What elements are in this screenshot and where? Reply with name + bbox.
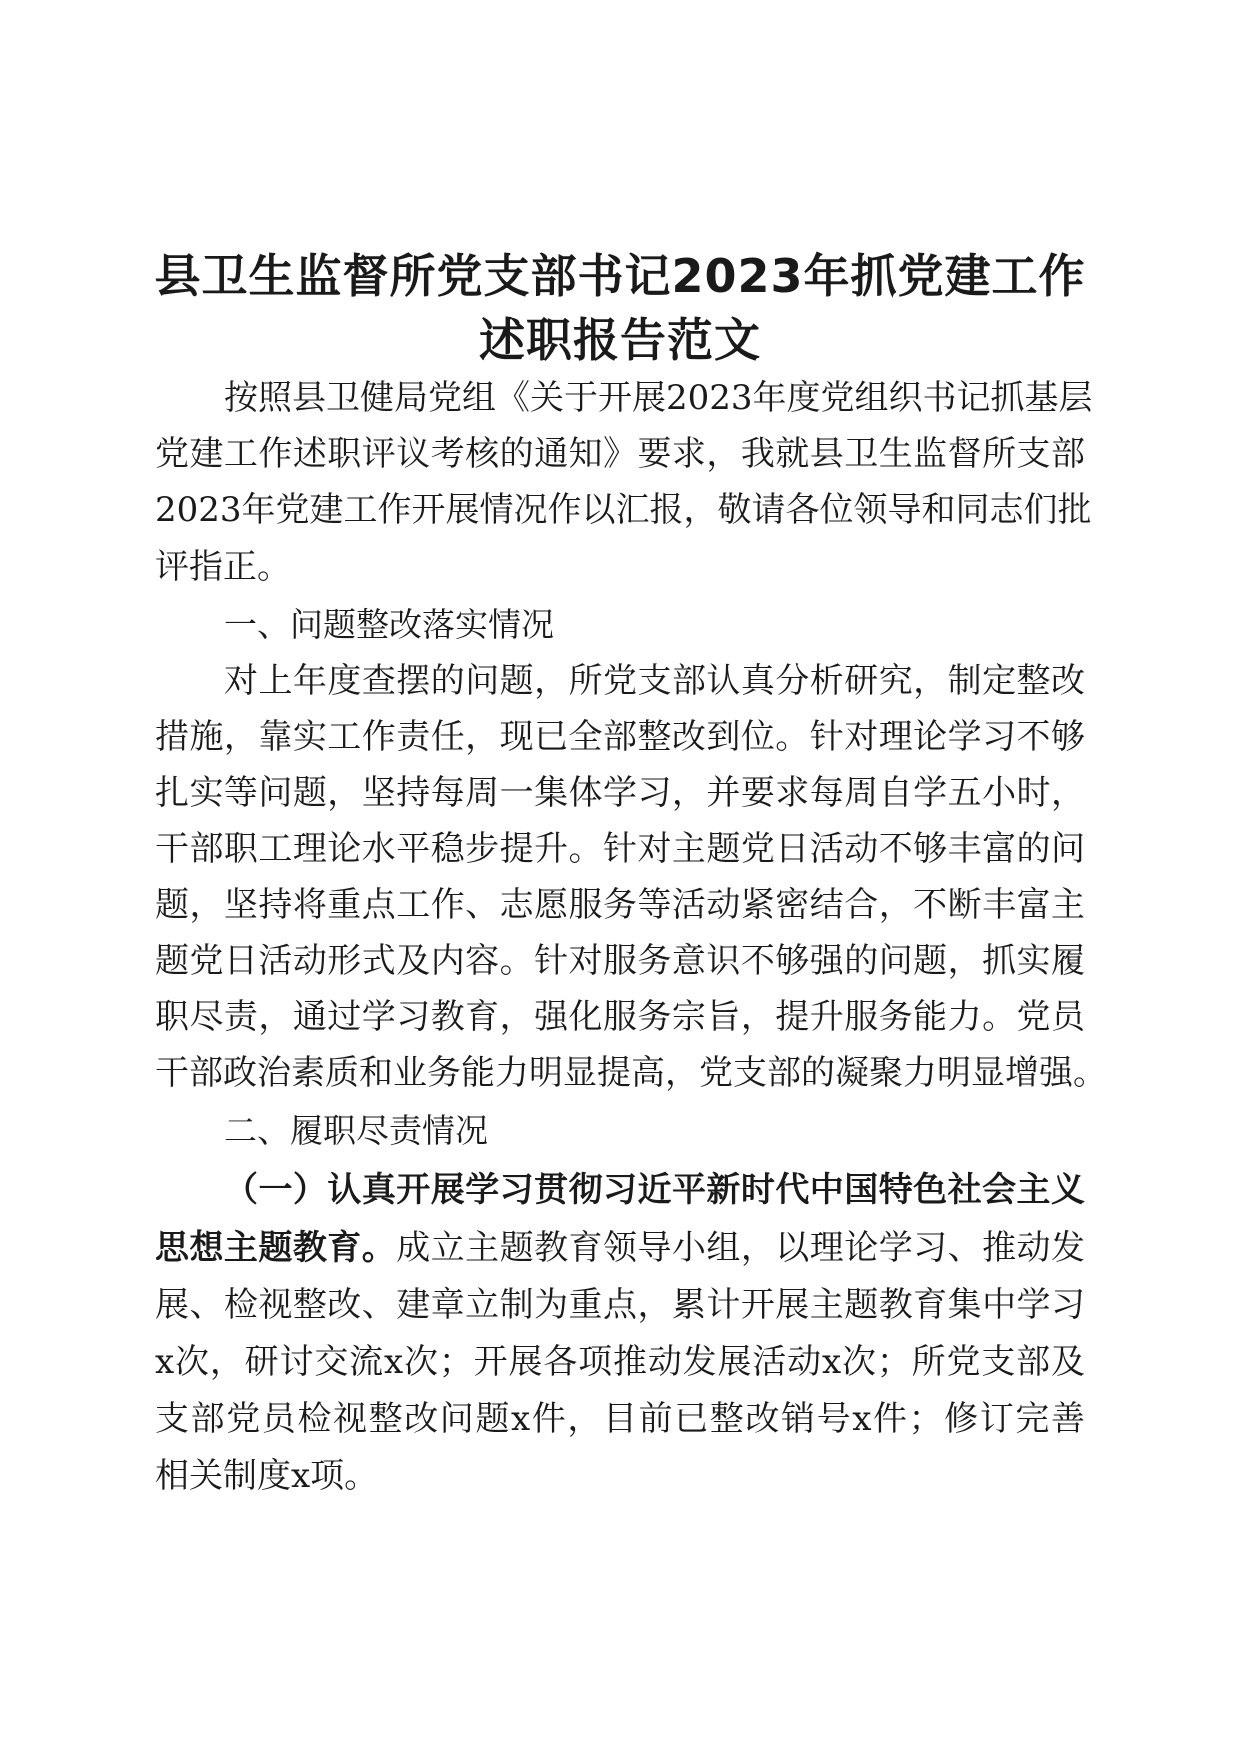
document-title-line-1: 县卫生监督所党支部书记2023年抓党建工作 — [154, 249, 1086, 303]
section-1-line-6: 题党日活动形式及内容。针对服务意识不够强的问题，抓实履 — [155, 941, 1085, 981]
intro-line-1: 按照县卫健局党组《关于开展2023年度党组织书记抓基层 — [224, 378, 1093, 418]
subsection-1-line-2 — [155, 1218, 1085, 1278]
subsection-1-line-3: 展、检视整改、建章立制为重点，累计开展主题教育集中学习 — [155, 1285, 1085, 1325]
subsection-1-line-6: 相关制度x项。 — [155, 1456, 379, 1496]
subsection-1-line-4: x次，研讨交流x次；开展各项推动发展活动x次；所党支部及 — [155, 1342, 1085, 1382]
section-1-heading: 一、问题整改落实情况 — [224, 605, 554, 644]
subsection-1-heading: （一）认真开展学习贯彻习近平新时代中国特色社会主义 — [224, 1170, 1085, 1210]
intro-line-3: 2023年党建工作开展情况作以汇报，敬请各位领导和同志们批 — [155, 490, 1092, 530]
document-title-line-2: 述职报告范文 — [479, 313, 761, 367]
subsection-1-line-2-text: 成立主题教育领导小组，以理论学习、推动发 — [396, 1228, 1086, 1268]
subsection-1-heading-tail: 思想主题教育。 — [155, 1228, 397, 1268]
section-2-heading: 二、履职尽责情况 — [224, 1111, 488, 1150]
section-1-line-1: 对上年度查摆的问题，所党支部认真分析研究，制定整改 — [224, 661, 1085, 701]
intro-line-4: 评指正。 — [155, 547, 291, 587]
subsection-1-line-5: 支部党员检视整改问题x件，目前已整改销号x件；修订完善 — [155, 1399, 1085, 1439]
section-1-line-4: 干部职工理论水平稳步提升。针对主题党日活动不够丰富的问 — [155, 829, 1085, 869]
section-1-line-3: 扎实等问题，坚持每周一集体学习，并要求每周自学五小时， — [155, 773, 1085, 813]
section-1-line-7: 职尽责，通过学习教育，强化服务宗旨，提升服务能力。党员 — [155, 997, 1085, 1037]
section-1-line-5: 题，坚持将重点工作、志愿服务等活动紧密结合，不断丰富主 — [155, 885, 1085, 925]
section-1-line-2: 措施，靠实工作责任，现已全部整改到位。针对理论学习不够 — [155, 717, 1085, 757]
intro-line-2: 党建工作述职评议考核的通知》要求，我就县卫生监督所支部 — [155, 434, 1085, 474]
section-1-line-8: 干部政治素质和业务能力明显提高，党支部的凝聚力明显增强。 — [155, 1053, 1107, 1093]
